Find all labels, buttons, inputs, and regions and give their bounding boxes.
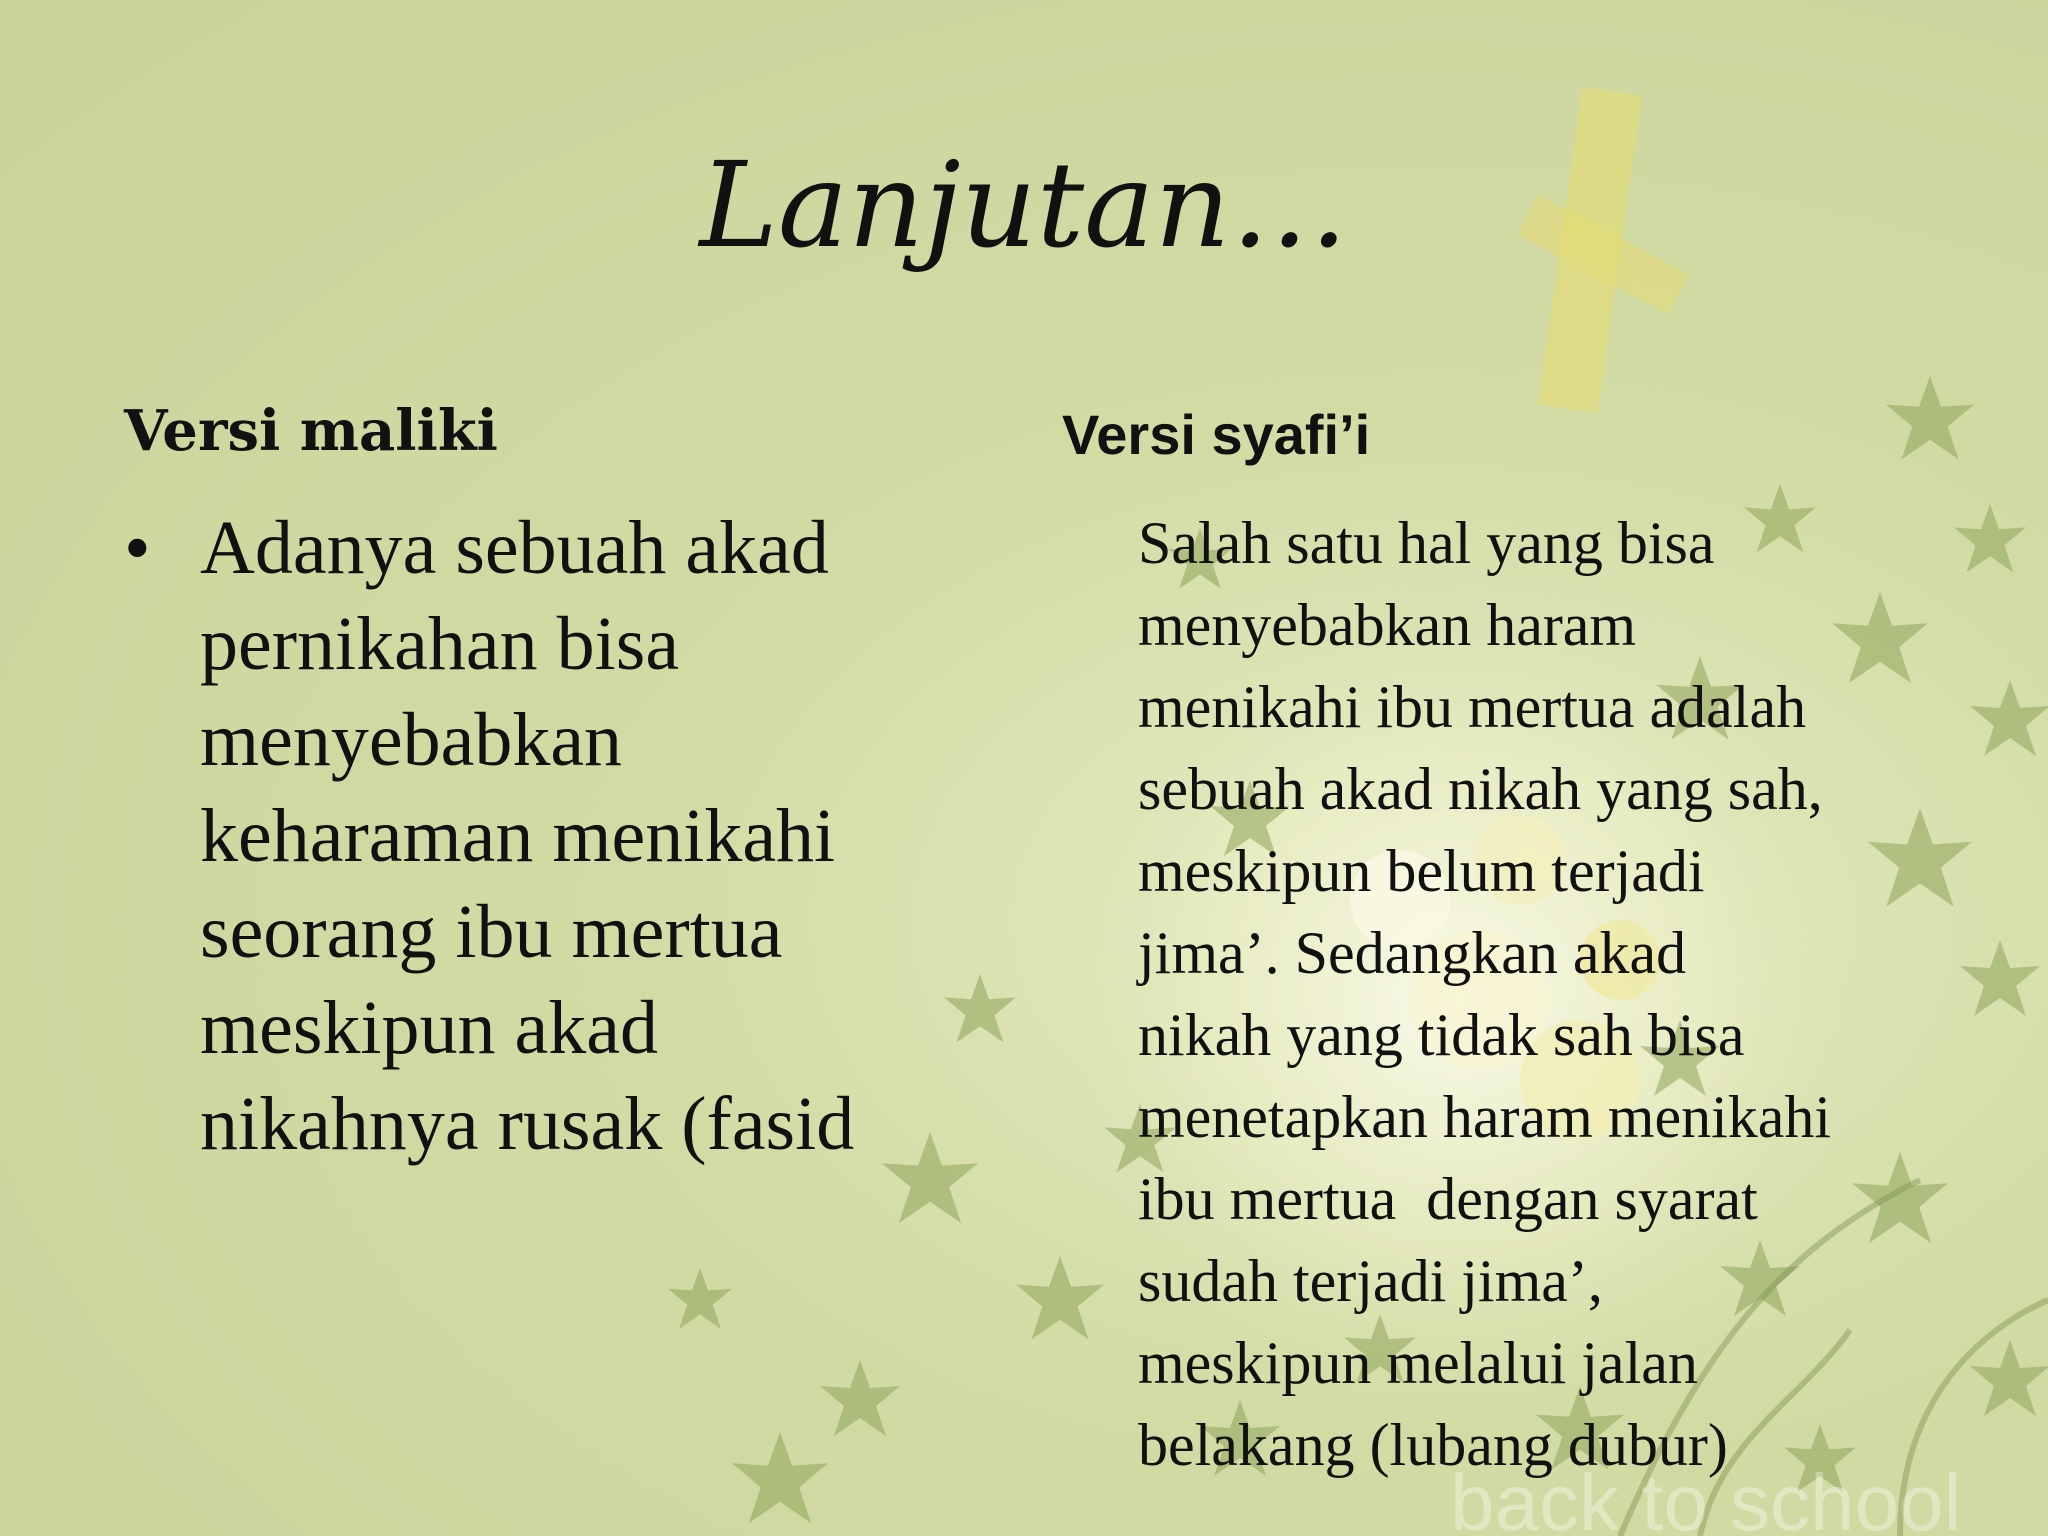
right-text-line: meskipun belum terjadi <box>1138 838 1705 904</box>
right-text-line: menetapkan haram menikahi <box>1138 1084 1832 1150</box>
left-text-line: meskipun akad <box>200 986 659 1070</box>
svg-text:back to school: back to school <box>1450 1458 1962 1536</box>
slide-title: Lanjutan… <box>699 136 1349 274</box>
right-column-body <box>1138 502 1958 1486</box>
left-text-line: nikahnya rusak (fasid <box>200 1082 855 1166</box>
right-text-line: nikah yang tidak sah bisa <box>1138 1002 1745 1068</box>
right-text-line: jima’. Sedangkan akad <box>1138 920 1687 986</box>
left-column-body <box>124 500 924 1172</box>
right-text-line: belakang (lubang dubur) <box>1138 1412 1728 1478</box>
left-column-text <box>200 500 924 1172</box>
left-text-line: seorang ibu mertua <box>200 890 783 974</box>
right-text-line: menikahi ibu mertua adalah <box>1138 674 1807 740</box>
right-text-line: menyebabkan haram <box>1138 592 1637 658</box>
right-text-line: Salah satu hal yang bisa <box>1138 510 1715 576</box>
bullet-marker: • <box>124 506 151 590</box>
right-text-line: sudah terjadi jima’, <box>1138 1248 1603 1314</box>
left-text-line: menyebabkan <box>200 698 623 782</box>
right-column-heading: Versi syafi’i <box>1062 403 1371 466</box>
left-text-line: keharaman menikahi <box>200 794 836 878</box>
right-text-line: sebuah akad nikah yang sah, <box>1138 756 1823 822</box>
left-text-line: pernikahan bisa <box>200 602 680 686</box>
left-text-line: Adanya sebuah akad <box>200 506 829 590</box>
right-text-line: meskipun melalui jalan <box>1138 1330 1698 1396</box>
left-column-heading: Versi maliki <box>124 398 498 464</box>
right-text-line: ibu mertua dengan syarat <box>1138 1166 1758 1232</box>
